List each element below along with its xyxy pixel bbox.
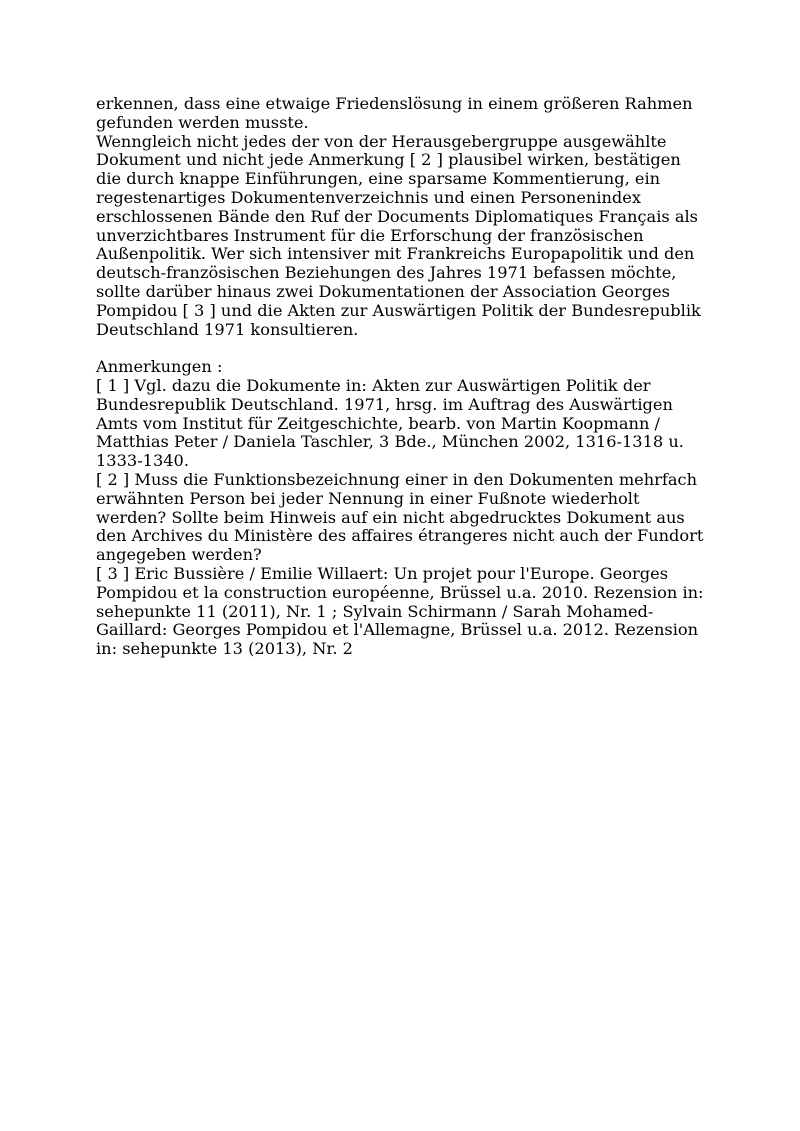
footnote-2: [ 2 ] Muss die Funktionsbezeichnung einer in den Dokumenten mehrfach erwähnten Person bei jeder Nennung in einer Fußnote wiederholt werden? Sollte beim Hinweis auf ein nicht abgedrucktes Dokument aus den Archives du Ministère des affaires étrangeres nicht auch der Fundort angegeben werden? bbox=[96, 469, 704, 565]
document-page bbox=[96, 95, 716, 659]
paragraph-continuation: erkennen, dass eine etwaige Friedenslösung in einem größeren Rahmen gefunden werden musste. bbox=[96, 94, 693, 132]
paragraph-spacer bbox=[96, 339, 716, 358]
notes-heading: Anmerkungen : bbox=[96, 357, 223, 377]
paragraph-main: Wenngleich nicht jedes der von der Herausgebergruppe ausgewählte Dokument und nicht jede Anmerkung [ 2 ] plausibel wirken, bestätigen die durch knappe Einführungen, eine sparsame Kommentierung, ein regestenartiges Dokumentenverzeichnis und einen Personenindex erschlossenen Bände den Ruf der Documents Diplomatiques Français als unverzichtbares Instrument für die Erforschung der französischen Außenpolitik. Wer sich intensiver mit Frankreichs Europapolitik und den deutsch-französischen Beziehungen des Jahres 1971 befassen möchte, sollte darüber hinaus zwei Dokumentationen der Association Georges Pompidou [ 3 ] und die Akten zur Auswärtigen Politik der Bundesrepublik Deutschland 1971 konsultieren. bbox=[96, 131, 701, 339]
footnote-3: [ 3 ] Eric Bussière / Emilie Willaert: Un projet pour l'Europe. Georges Pompidou et la construction européenne, Brüssel u.a. 2010. Rezension in: sehepunkte 11 (2011), Nr. 1 ; Sylvain Schirmann / Sarah Mohamed- Gaillard: Georges Pompidou et l'Allemagne, Brüssel u.a. 2012. Rezension in: sehepunkte 13 (2013), Nr. 2 bbox=[96, 563, 704, 659]
footnote-1: [ 1 ] Vgl. dazu die Dokumente in: Akten zur Auswärtigen Politik der Bundesrepublik Deutschland. 1971, hrsg. im Auftrag des Auswärtigen Amts vom Institut für Zeitgeschichte, bearb. von Martin Koopmann / Matthias Peter / Daniela Taschler, 3 Bde., München 2002, 1316-1318 u. 1333-1340. bbox=[96, 375, 684, 471]
